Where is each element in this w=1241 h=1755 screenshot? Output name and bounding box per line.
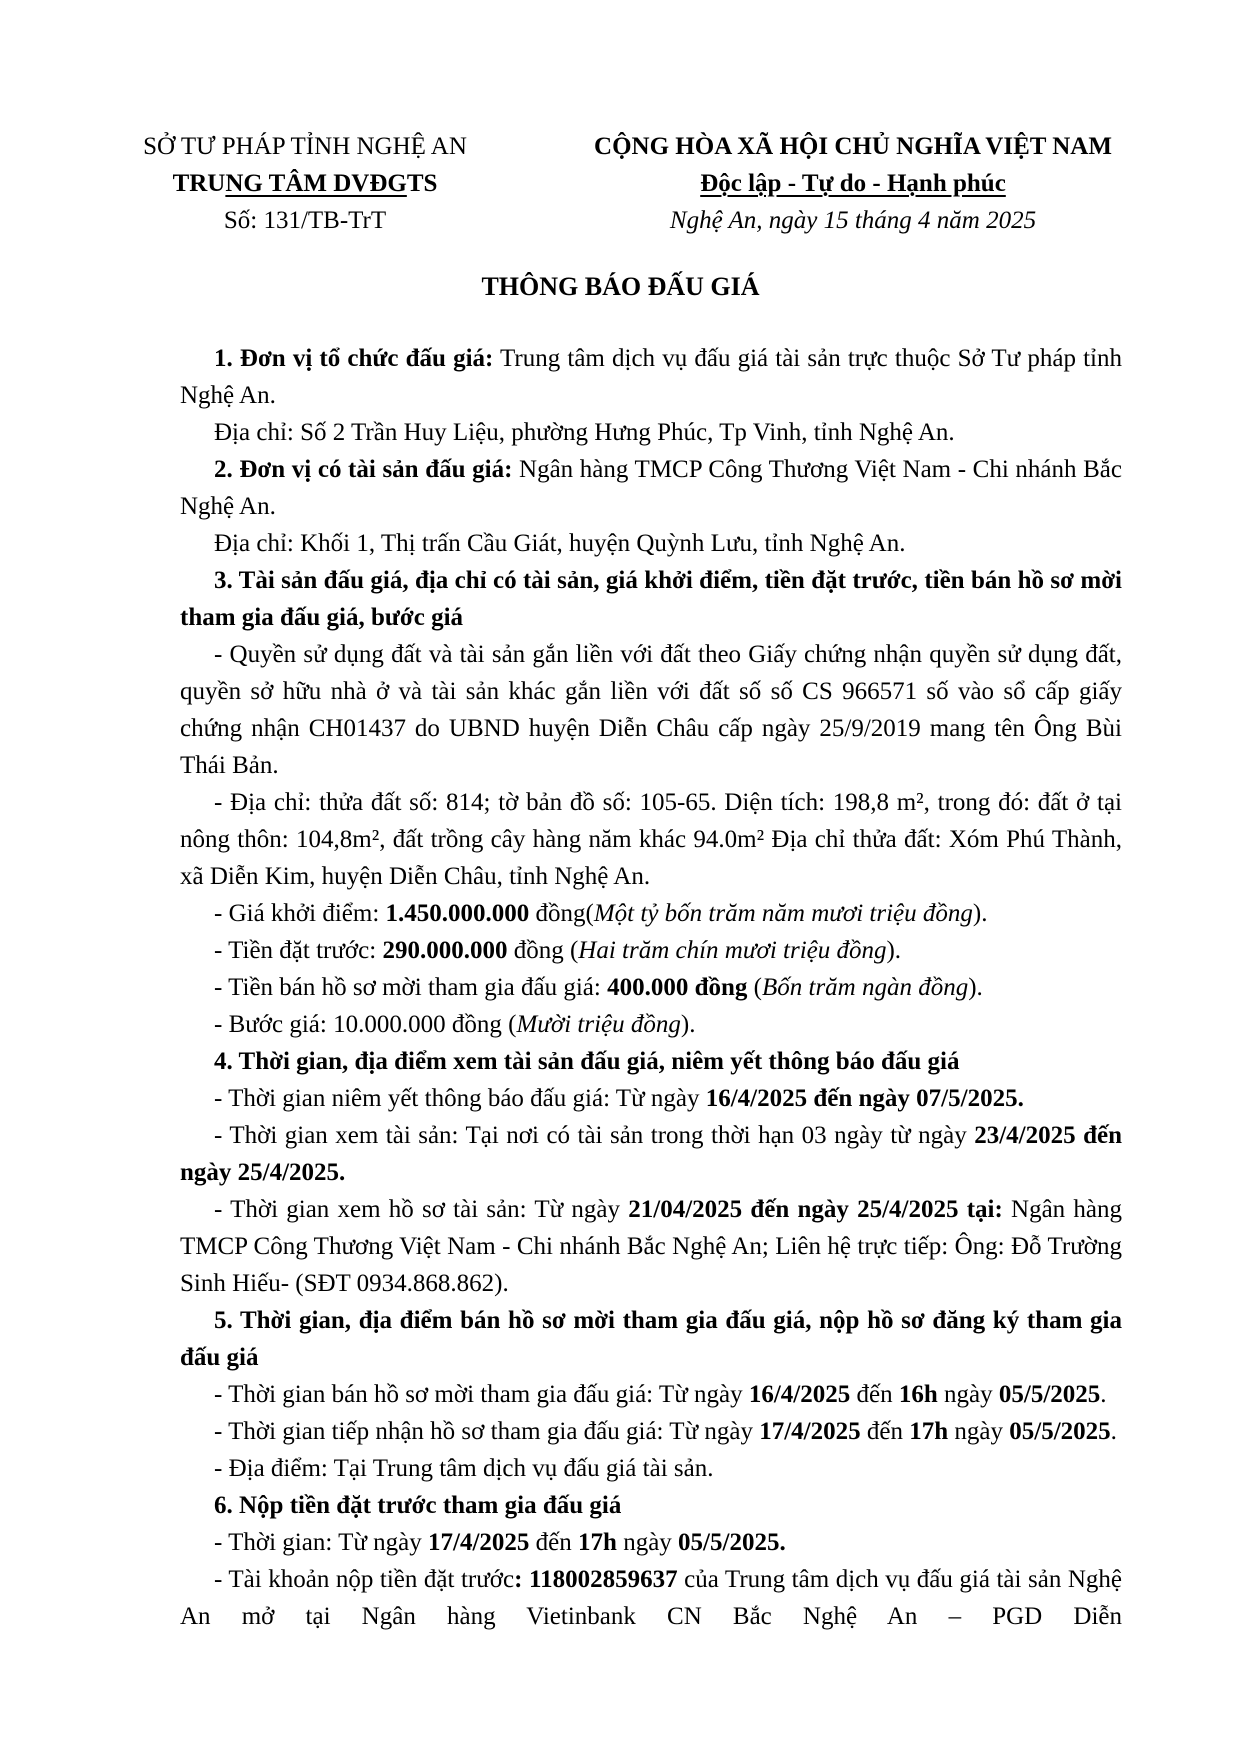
dossier-viewing-dates: 21/04/2025 đến ngày 25/4/2025 tại: bbox=[628, 1196, 1003, 1223]
deposit-period-to: đến bbox=[529, 1529, 579, 1556]
page-title: THÔNG BÁO ĐẤU GIÁ bbox=[481, 272, 760, 301]
document-number: Số: 131/TB-TrT bbox=[223, 207, 387, 234]
deposit-label: - Tiền đặt trước: bbox=[214, 937, 383, 964]
dossier-fee-label: - Tiền bán hồ sơ mời tham gia đấu giá: bbox=[214, 974, 608, 1001]
national-title: CỘNG HÒA XÃ HỘI CHỦ NGHĨA VIỆT NAM bbox=[594, 133, 1112, 160]
section-6-heading: 6. Nộp tiền đặt trước tham gia đấu giá bbox=[214, 1492, 622, 1519]
registration-location: - Địa điểm: Tại Trung tâm dịch vụ đấu giá tài sản. bbox=[214, 1455, 714, 1482]
dossier-sale-start: 16/4/2025 bbox=[748, 1381, 851, 1408]
bid-step-words: Mười triệu đồng bbox=[516, 1011, 681, 1038]
deposit bbox=[180, 932, 1122, 969]
viewing-period-dates: 23/4/2025 đến ngày 25/4/2025. bbox=[180, 1122, 1123, 1186]
issuer-department: SỞ TƯ PHÁP TỈNH NGHỆ AN bbox=[143, 133, 467, 160]
dossier-fee-open: ( bbox=[747, 974, 762, 1001]
deposit-period-day-word: ngày bbox=[616, 1529, 679, 1556]
issuer-header bbox=[100, 128, 510, 239]
dossier-sale-end: 05/5/2025 bbox=[998, 1381, 1101, 1408]
registration-to: đến bbox=[860, 1418, 910, 1445]
section-5-heading: 5. Thời gian, địa điểm bán hồ sơ mời tham gia đấu giá, nộp hồ sơ đăng ký tham gia đấu giá bbox=[180, 1307, 1122, 1371]
registration-end: 05/5/2025 bbox=[1009, 1418, 1111, 1445]
deposit-account bbox=[180, 1561, 1122, 1635]
dossier-sale-day-word: ngày bbox=[937, 1381, 999, 1408]
dossier-viewing-label: - Thời gian xem hồ sơ tài sản: Từ ngày bbox=[214, 1196, 629, 1223]
dossier-sale-hour: 16h bbox=[898, 1381, 938, 1408]
section-1 bbox=[180, 340, 1122, 414]
starting-price bbox=[180, 895, 1122, 932]
bid-step-end: ). bbox=[680, 1011, 696, 1038]
deposit-period-hour: 17h bbox=[578, 1529, 617, 1556]
starting-price-words: Một tỷ bốn trăm năm mươi triệu đồng bbox=[593, 900, 973, 927]
deposit-account-number: : 118002859637 bbox=[514, 1566, 678, 1593]
registration-period-end: . bbox=[1110, 1418, 1117, 1445]
section-2-address: Địa chỉ: Khối 1, Thị trấn Cầu Giát, huyện Quỳnh Lưu, tỉnh Nghệ An. bbox=[214, 530, 906, 557]
deposit-period-label: - Thời gian: Từ ngày bbox=[214, 1529, 429, 1556]
starting-price-value: 1.450.000.000 bbox=[385, 900, 530, 927]
starting-price-unit: đồng( bbox=[529, 900, 594, 927]
section-1-address: Địa chỉ: Số 2 Trần Huy Liệu, phường Hưng Phúc, Tp Vinh, tỉnh Nghệ An. bbox=[214, 419, 955, 446]
starting-price-label: - Giá khởi điểm: bbox=[214, 900, 386, 927]
deposit-period bbox=[180, 1524, 1122, 1561]
deposit-words: Hai trăm chín mươi triệu đồng bbox=[578, 937, 887, 964]
national-header bbox=[548, 128, 1158, 239]
national-motto: Độc lập - Tự do - Hạnh phúc bbox=[700, 170, 1006, 197]
dossier-fee-words: Bốn trăm ngàn đồng bbox=[761, 974, 969, 1001]
deposit-value: 290.000.000 bbox=[382, 937, 508, 964]
dossier-sale-label: - Thời gian bán hồ sơ mời tham gia đấu giá: Từ ngày bbox=[214, 1381, 749, 1408]
bid-step-label: - Bước giá: 10.000.000 đồng ( bbox=[214, 1011, 517, 1038]
posting-period bbox=[180, 1080, 1122, 1117]
section-1-text: Trung tâm dịch vụ đấu giá tài sản trực thuộc Sở Tư pháp tỉnh Nghệ An. bbox=[180, 345, 1122, 409]
section-2 bbox=[180, 451, 1122, 525]
viewing-period-label: - Thời gian xem tài sản: Tại nơi có tài sản trong thời hạn 03 ngày từ ngày bbox=[214, 1122, 975, 1149]
viewing-period bbox=[180, 1117, 1122, 1191]
posting-period-label: - Thời gian niêm yết thông báo đấu giá: Từ ngày bbox=[214, 1085, 706, 1112]
registration-start: 17/4/2025 bbox=[759, 1418, 861, 1445]
issuer-center-part2: NG TÂM DVĐG bbox=[225, 170, 407, 197]
section-4-heading: 4. Thời gian, địa điểm xem tài sản đấu giá, niêm yết thông báo đấu giá bbox=[214, 1048, 960, 1075]
registration-hour: 17h bbox=[909, 1418, 949, 1445]
section-3-address: - Địa chỉ: thửa đất số: 814; tờ bản đồ số: 105-65. Diện tích: 198,8 m², trong đó: đất ở tại nông thôn: 104,8m², đất trồng cây hàng năm khác 94.0m² Địa chỉ thửa đất: Xóm Phú Thành, xã Diễn Kim, huyện Diễn Châu, tỉnh Nghệ An. bbox=[180, 789, 1122, 890]
issuer-center bbox=[100, 165, 510, 202]
deposit-unit: đồng ( bbox=[507, 937, 579, 964]
registration-period bbox=[180, 1413, 1122, 1450]
section-2-text: Ngân hàng TMCP Công Thương Việt Nam - Chi nhánh Bắc Nghệ An. bbox=[180, 456, 1122, 520]
registration-day-word: ngày bbox=[948, 1418, 1010, 1445]
notice-body bbox=[180, 340, 1122, 1635]
dossier-viewing-contact: Ngân hàng TMCP Công Thương Việt Nam - Chi nhánh Bắc Nghệ An; Liên hệ trực tiếp: Ông: Đỗ Trường Sinh Hiếu- (SĐT 0934.868.862). bbox=[180, 1196, 1122, 1297]
dossier-sale-period bbox=[180, 1376, 1122, 1413]
dossier-fee-value: 400.000 đồng bbox=[607, 974, 748, 1001]
issuer-center-part1: TRU bbox=[172, 170, 226, 197]
place-date: Nghệ An, ngày 15 tháng 4 năm 2025 bbox=[669, 207, 1037, 234]
deposit-period-end: 05/5/2025. bbox=[678, 1529, 786, 1556]
deposit-period-start: 17/4/2025 bbox=[428, 1529, 530, 1556]
section-2-heading: 2. Đơn vị có tài sản đấu giá: bbox=[214, 456, 513, 483]
dossier-fee bbox=[180, 969, 1122, 1006]
issuer-center-part3: TS bbox=[406, 170, 438, 197]
dossier-viewing bbox=[180, 1191, 1122, 1302]
dossier-sale-period-end: . bbox=[1100, 1381, 1107, 1408]
section-3-heading: 3. Tài sản đấu giá, địa chỉ có tài sản, giá khởi điểm, tiền đặt trước, tiền bán hồ sơ mời tham gia đấu giá, bước giá bbox=[180, 567, 1122, 631]
bid-step bbox=[180, 1006, 1122, 1043]
deposit-account-label: - Tài khoản nộp tiền đặt trước bbox=[214, 1566, 515, 1593]
section-1-heading: 1. Đơn vị tổ chức đấu giá: bbox=[214, 345, 494, 372]
deposit-end: ). bbox=[886, 937, 902, 964]
posting-period-dates: 16/4/2025 đến ngày 07/5/2025. bbox=[705, 1085, 1024, 1112]
dossier-sale-to: đến bbox=[850, 1381, 899, 1408]
section-3-asset: - Quyền sử dụng đất và tài sản gắn liền với đất theo Giấy chứng nhận quyền sử dụng đất, quyền sở hữu nhà ở và tài sản khác gắn liền với đất số số CS 966571 số vào sổ cấp giấy chứng nhận CH01437 do UBND huyện Diễn Châu cấp ngày 25/9/2019 mang tên Ông Bùi Thái Bản. bbox=[180, 641, 1122, 779]
registration-label: - Thời gian tiếp nhận hồ sơ tham gia đấu giá: Từ ngày bbox=[214, 1418, 760, 1445]
dossier-fee-end: ). bbox=[968, 974, 983, 1001]
deposit-account-bank: của Trung tâm dịch vụ đấu giá tài sản Nghệ An mở tại Ngân hàng Vietinbank CN Bắc Nghệ An – PGD Diễn bbox=[180, 1566, 1123, 1630]
starting-price-end: ). bbox=[972, 900, 988, 927]
